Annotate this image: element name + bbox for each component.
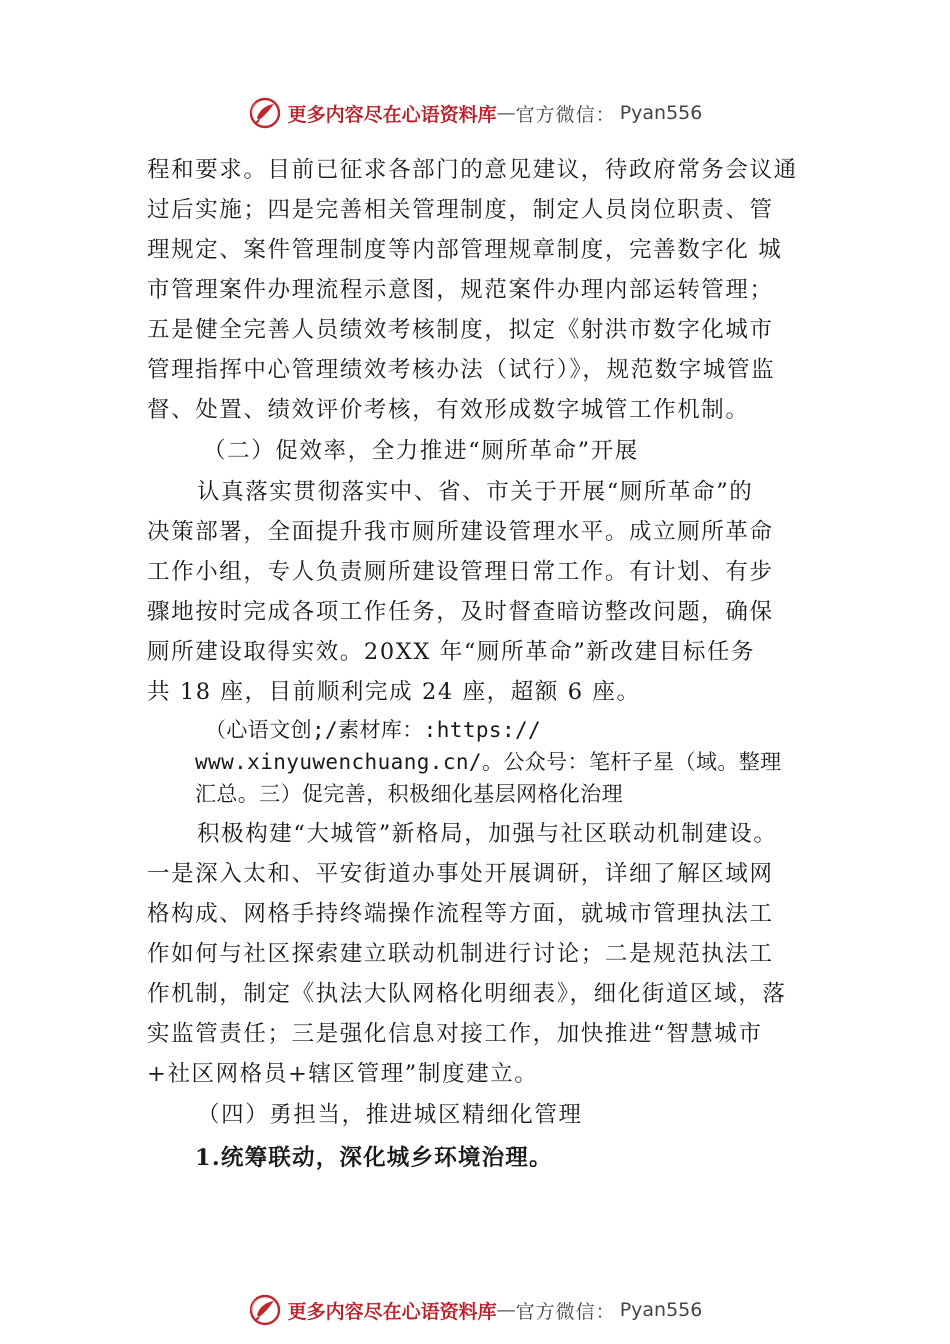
banner-brand-text: 更多内容尽在心语资料库 [287, 103, 497, 126]
banner-official-label: 官方微信： [515, 1300, 616, 1323]
body-line: 作如何与社区探索建立联动机制进行讨论；二是规范执法工 [147, 941, 774, 967]
body-line: 管理指挥中心管理绩效考核办法（试行）》，规范数字城管监 [147, 357, 776, 383]
body-line: 市管理案件办理流程示意图，规范案件办理内部运转管理； [147, 277, 774, 303]
body-line: 共 18 座，目前顺利完成 24 座，超额 6 座。 [147, 679, 641, 705]
brand-logo-icon [248, 1293, 282, 1327]
section-heading-2: （二）促效率，全力推进“厕所革命”开展 [203, 438, 639, 464]
body-line: 过后实施；四是完善相关管理制度，制定人员岗位职责、管 [147, 197, 774, 223]
source-note-line: www.xinyuwenchuang.cn/。公众号：笔杆子星（域。整理 [195, 750, 782, 774]
body-line: 督、处置、绩效评价考核，有效形成数字城管工作机制。 [147, 397, 750, 423]
section-heading-4: （四）勇担当，推进城区精细化管理 [197, 1102, 583, 1128]
brand-logo-icon [248, 96, 282, 130]
source-note-line: 汇总。三）促完善，积极细化基层网格化治理 [195, 782, 623, 806]
body-line: +社区网格员+辖区管理”制度建立。 [147, 1061, 539, 1087]
paragraph-first-line: 认真落实贯彻落实中、省、市关于开展“厕所革命”的 [197, 479, 754, 505]
banner-wechat-id: Pyan556 [619, 102, 703, 124]
body-line: 作机制，制定《执法大队网格化明细表》，细化街道区域，落 [147, 981, 787, 1007]
body-line: 一是深入太和、平安街道办事处开展调研，详细了解区域网 [147, 861, 774, 887]
footer-banner [0, 1290, 950, 1330]
body-line: 程和要求。目前已征求各部门的意见建议，待政府常务会议通 [147, 157, 798, 183]
body-line: 理规定、案件管理制度等内部管理规章制度，完善数字化 城 [147, 237, 783, 263]
banner-wechat-id: Pyan556 [619, 1299, 703, 1321]
banner-brand-text: 更多内容尽在心语资料库 [287, 1300, 497, 1323]
subsection-heading: 1.统筹联动，深化城乡环境治理。 [195, 1145, 553, 1171]
body-line: 骤地按时完成各项工作任务，及时督查暗访整改问题，确保 [147, 599, 774, 625]
body-line: 实监管责任；三是强化信息对接工作，加快推进“智慧城市 [147, 1021, 763, 1047]
source-note-line: （心语文创;/素材库：:https:// [205, 718, 542, 742]
banner-dash: — [496, 1299, 516, 1321]
body-line: 工作小组，专人负责厕所建设管理日常工作。有计划、有步 [147, 559, 774, 585]
body-line: 五是健全完善人员绩效考核制度，拟定《射洪市数字化城市 [147, 317, 774, 343]
body-line: 厕所建设取得实效。20XX 年“厕所革命”新改建目标任务 [147, 639, 756, 665]
banner-official-label: 官方微信： [515, 103, 616, 126]
paragraph-first-line: 积极构建“大城管”新格局，加强与社区联动机制建设。 [197, 821, 778, 847]
document-body [147, 150, 837, 1180]
body-line: 决策部署，全面提升我市厕所建设管理水平。成立厕所革命 [147, 519, 774, 545]
header-banner [0, 93, 950, 133]
banner-dash: — [496, 102, 516, 124]
body-line: 格构成、网格手持终端操作流程等方面，就城市管理执法工 [147, 901, 774, 927]
